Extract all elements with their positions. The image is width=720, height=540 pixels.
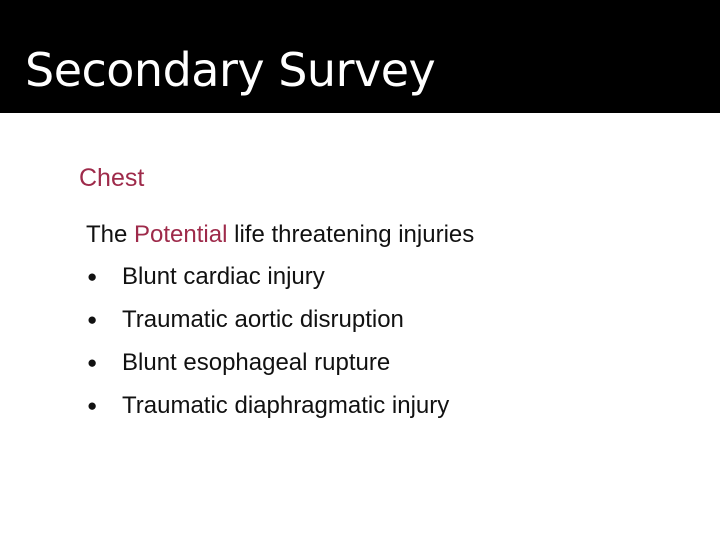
title-bar	[0, 0, 720, 113]
section-heading: Chest	[79, 164, 145, 192]
list-item-text: Traumatic aortic disruption	[122, 306, 404, 333]
list-item-text: Traumatic diaphragmatic injury	[122, 392, 450, 419]
list-item-text: Blunt cardiac injury	[122, 263, 325, 290]
list-item-text: Blunt esophageal rupture	[122, 349, 391, 376]
intro-prefix: The	[86, 221, 135, 248]
injury-list	[86, 260, 449, 432]
bullet-icon: ●	[87, 353, 98, 372]
list-item	[86, 389, 449, 432]
intro-suffix: life threatening injuries	[227, 221, 475, 248]
intro-line	[86, 219, 474, 251]
intro-emphasis: Potential	[134, 221, 228, 248]
slide-title: Secondary Survey	[25, 43, 436, 97]
bullet-icon: ●	[87, 396, 98, 415]
list-item	[86, 303, 449, 346]
list-item	[86, 346, 449, 389]
bullet-icon: ●	[87, 267, 98, 286]
bullet-icon: ●	[87, 310, 98, 329]
list-item	[86, 260, 449, 303]
